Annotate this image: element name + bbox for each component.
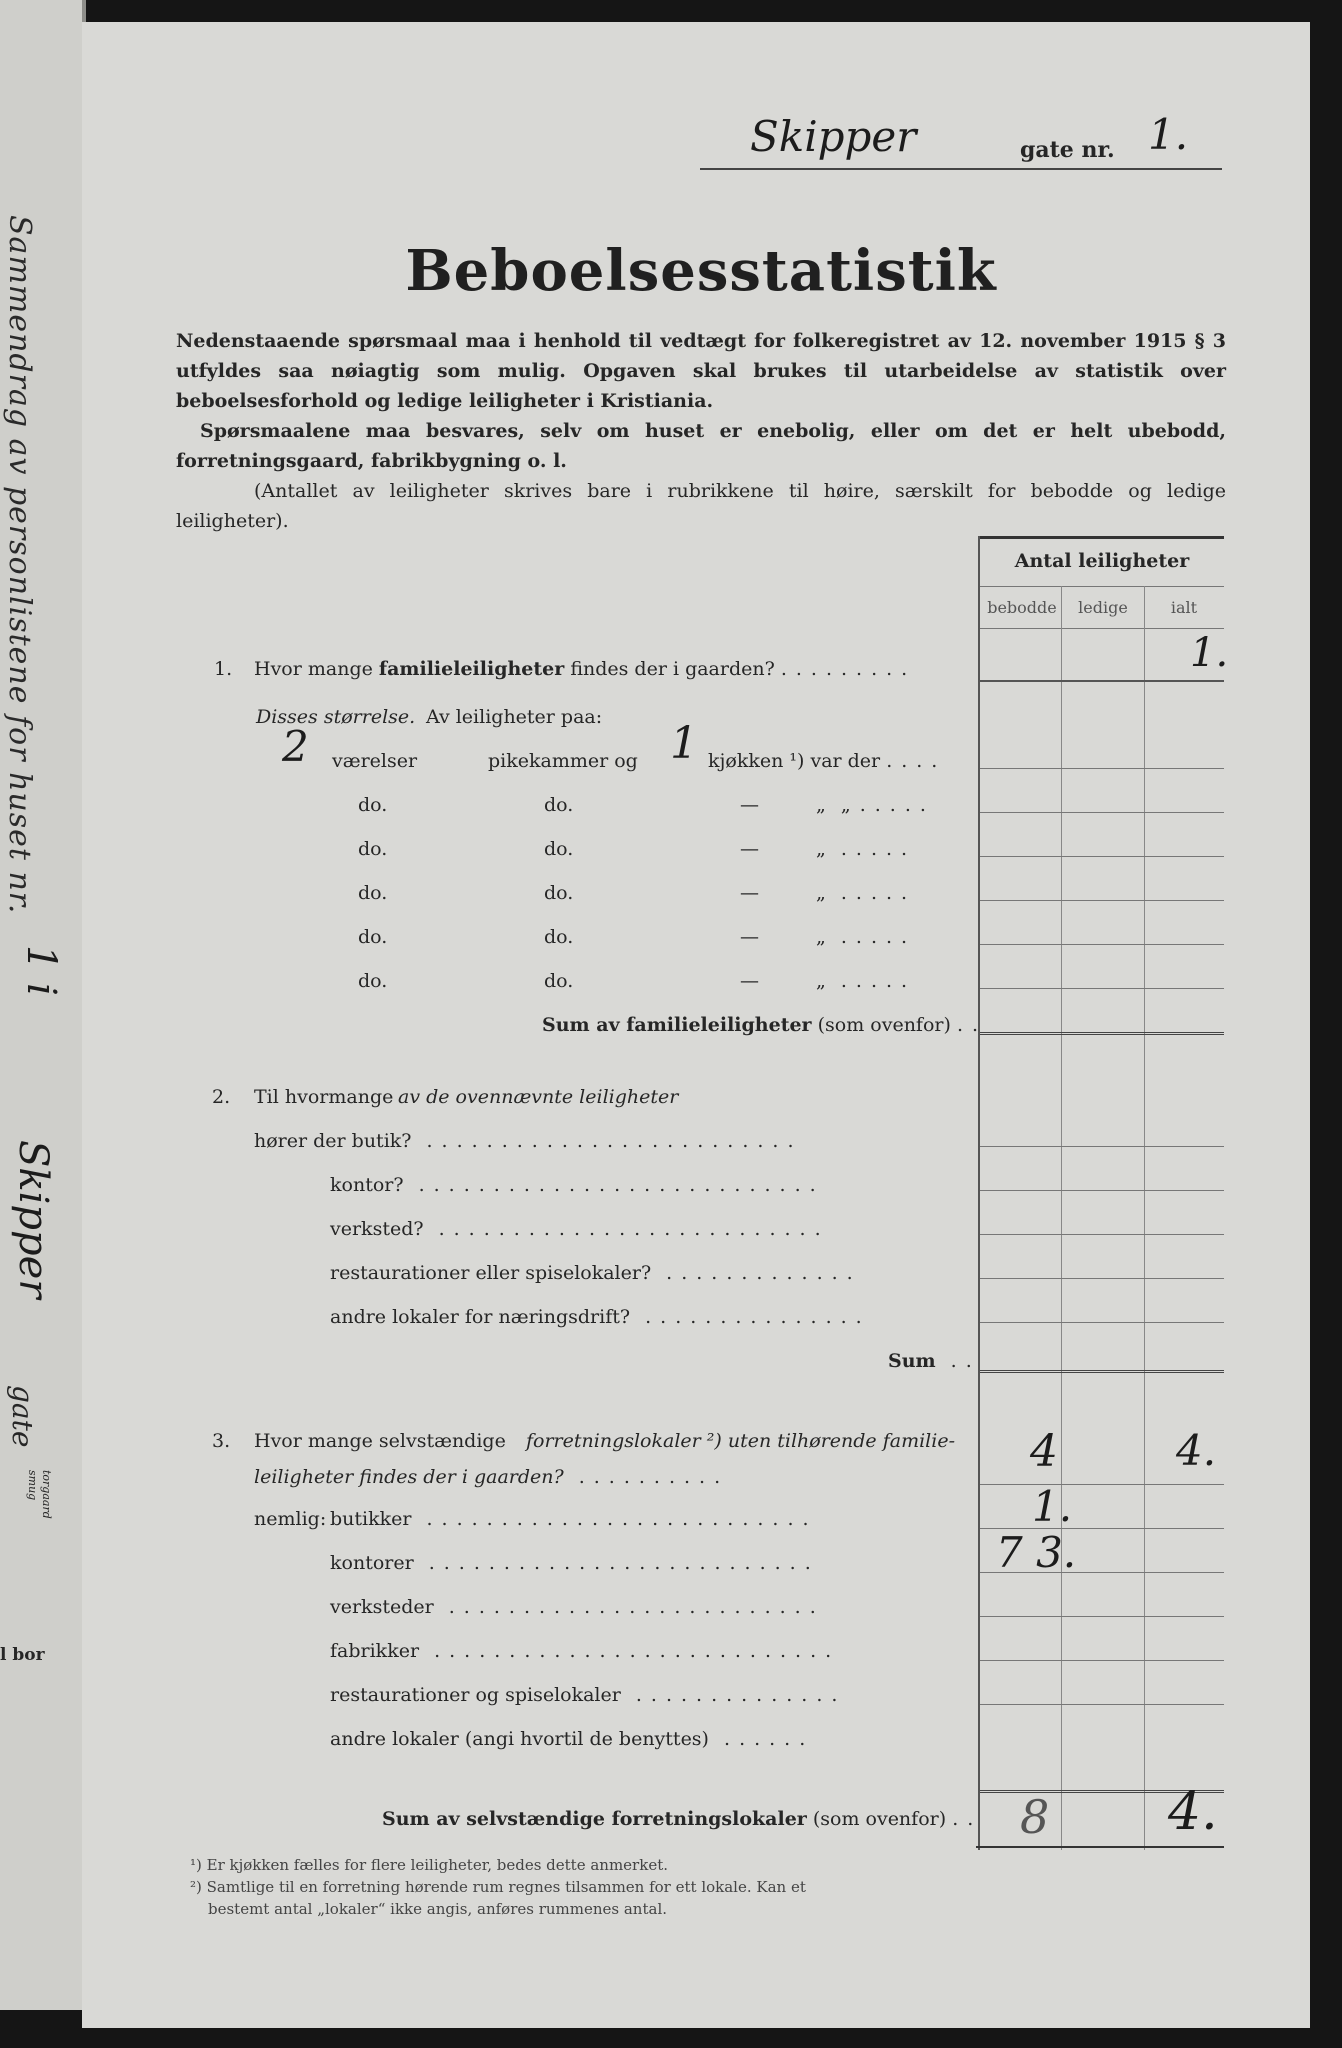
q1-ialt-value: 1.: [1190, 630, 1229, 676]
row-line: [980, 900, 1224, 901]
dash: —: [740, 926, 759, 948]
quote-dots: „ .....: [816, 926, 917, 948]
row-line: [980, 1704, 1224, 1705]
header-underline: [700, 168, 1222, 170]
do-label: do.: [544, 838, 574, 860]
quote-dots: „ .....: [816, 838, 917, 860]
q1-sum-suffix: (som ovenfor): [817, 1014, 951, 1036]
q2-text-b: av de ovennævnte leiligheter: [398, 1086, 679, 1108]
q1-size-label2: Av leiligheter paa:: [426, 706, 603, 728]
q1-rooms-handwritten: 2: [282, 722, 309, 771]
row-line: [980, 1616, 1224, 1617]
q1-size-label: Disses størrelse.: [256, 706, 416, 728]
sidebar-torgaard: torgaard: [40, 1470, 53, 1519]
q3-sum-suffix: (som ovenfor): [812, 1808, 947, 1830]
footnote-1: ¹) Er kjøkken fælles for flere leiligheter, bedes dette anmerket.: [190, 1856, 668, 1874]
q3-nemlig: nemlig:: [254, 1508, 327, 1530]
q1-pike-label: pikekammer og: [488, 750, 638, 772]
quote: „: [816, 794, 826, 816]
quote: „: [816, 970, 826, 992]
intro-paragraph-1: Nedenstaaende spørsmaal maa i henhold til vedtægt for folkeregistret av 12. november 1915 § 3 utfyldes saa nøiagtig som mulig. Opgaven skal brukes til utarbeidelse av statistik over beboelsesforhold og ledige leiligheter i Kristiania.: [176, 330, 1226, 412]
row-line: [980, 1484, 1224, 1485]
row-line: [980, 812, 1224, 813]
do-label: do.: [358, 970, 388, 992]
q3-bebodde-value: 4: [1030, 1426, 1058, 1477]
q1-number: 1.: [214, 658, 233, 680]
do-label: do.: [544, 882, 574, 904]
q3-andre: andre lokaler (angi hvortil de benyttes) ......: [330, 1728, 815, 1750]
table-header-title: Antal leiligheter: [1014, 550, 1190, 572]
table-header-divider: [980, 586, 1224, 587]
dash: —: [740, 882, 759, 904]
dash: —: [740, 794, 759, 816]
q3-sum-row: Sum av selvstændige forretningslokaler (som ovenfor) ..: [382, 1808, 983, 1830]
q2-text-a: Til hvormange: [254, 1086, 394, 1108]
footnote-3: bestemt antal „lokaler“ ikke angis, anføres rummenes antal.: [208, 1900, 668, 1918]
dash: —: [740, 838, 759, 860]
row-line: [980, 944, 1224, 945]
q3-restaurationer: restaurationer og spiselokaler ..............: [330, 1684, 847, 1706]
row-line: [980, 988, 1224, 989]
q3-kontorer-label: kontorer: [330, 1552, 414, 1574]
q2-kontor: kontor? ...........................: [330, 1174, 825, 1196]
col-ledige: ledige: [1078, 598, 1128, 617]
table-sub-divider: [980, 628, 1224, 629]
row-line: [980, 1278, 1224, 1279]
do-label: do.: [358, 926, 388, 948]
q3-fabrikker-label: fabrikker: [330, 1640, 420, 1662]
q1-kitchen-handwritten: 1: [670, 718, 698, 769]
q1-rooms-label: værelser: [332, 750, 418, 772]
q3-restaurationer-label: restaurationer og spiselokaler: [330, 1684, 621, 1706]
q3-text-c-row: leiligheter findes der i gaarden? ..........: [254, 1466, 730, 1488]
q2-restaurationer-label: restaurationer eller spiselokaler?: [330, 1262, 652, 1284]
intro-paragraph-3: (Antallet av leiligheter skrives bare i rubrikkene til høire, særskilt for bebodde og ledige leiligheter).: [176, 480, 1226, 532]
header-street-handwritten: Skipper: [750, 112, 917, 161]
q3-andre-label: andre lokaler (angi hvortil de benyttes): [330, 1728, 709, 1750]
q3-text-c: leiligheter findes der i gaarden?: [254, 1466, 564, 1488]
q2-sum: Sum ..: [888, 1350, 981, 1372]
q2-butik-label: hører der butik?: [254, 1130, 412, 1152]
q2-verksted: verksted? ..........................: [330, 1218, 830, 1240]
q2-verksted-label: verksted?: [330, 1218, 424, 1240]
q3-fabrikker: fabrikker ...........................: [330, 1640, 841, 1662]
row-line: [980, 1146, 1224, 1147]
quote: „: [816, 882, 826, 904]
row-line: [980, 1234, 1224, 1235]
q3-butikker: butikker ..........................: [330, 1508, 818, 1530]
q2-number: 2.: [212, 1086, 231, 1108]
quote-dots: „ .....: [816, 970, 917, 992]
q3-sum-bebodde: 8: [1020, 1790, 1050, 1844]
q2-butik: hører der butik? .........................: [254, 1130, 803, 1152]
row-line: [980, 1190, 1224, 1191]
col-ialt: ialt: [1170, 598, 1198, 617]
do-row: [358, 794, 387, 816]
do-label: do.: [544, 926, 574, 948]
gate-nr-value: 1.: [1148, 110, 1189, 159]
dash: —: [740, 970, 759, 992]
col-bebodde: bebodde: [987, 598, 1057, 617]
sidebar-bor: l bor: [0, 1645, 45, 1665]
gate-nr-label: gate nr.: [1020, 137, 1115, 163]
row-line: [980, 1322, 1224, 1323]
do-label: do.: [358, 838, 388, 860]
q3-text-b: forretningslokaler ²) uten tilhørende familie-: [526, 1430, 955, 1452]
q1-question: Hvor mange familieleiligheter findes der i gaarden? .........: [254, 658, 917, 680]
intro-paragraph-2: Spørsmaalene maa besvares, selv om huset er enebolig, eller om det er helt ubebodd, forretningsgaard, fabrikbygning o. l.: [176, 420, 1226, 472]
row-line: [980, 1660, 1224, 1661]
quote: „: [816, 926, 826, 948]
page-title: Beboelsesstatistik: [405, 238, 997, 304]
row-line: [980, 768, 1224, 769]
quote-dots: „ .....: [816, 882, 917, 904]
sidebar-gate: gate: [6, 1385, 39, 1448]
table-bottom-border: [976, 1846, 1224, 1848]
q2-kontor-label: kontor?: [330, 1174, 404, 1196]
sidebar-vertical-text: Sammendrag av personlistene for huset nr.: [2, 215, 37, 915]
do-label: do.: [358, 794, 388, 816]
q1-text-a: Hvor mange: [254, 658, 373, 680]
do-label: do.: [544, 794, 574, 816]
footnote-2: ²) Samtlige til en forretning hørende rum regnes tilsammen for ett lokale. Kan et: [190, 1878, 806, 1896]
q2-andre: andre lokaler for næringsdrift? ...............: [330, 1306, 871, 1328]
q1-sum-row: Sum av familieleiligheter (som ovenfor) ..: [542, 1014, 988, 1036]
sum-line: [980, 1370, 1224, 1373]
q3-verksteder-label: verksteder: [330, 1596, 434, 1618]
sidebar-smug: smug: [26, 1470, 39, 1501]
sidebar-house-number: 1 i: [18, 945, 64, 996]
sidebar-street-handwritten: Skipper: [10, 1140, 56, 1299]
do-label: do.: [358, 882, 388, 904]
q3-kontorer-value: 7 3.: [996, 1528, 1077, 1577]
q3-sum-label: Sum av selvstændige forretningslokaler: [382, 1808, 807, 1830]
q3-number: 3.: [212, 1430, 231, 1452]
sum-line: [980, 1032, 1224, 1035]
table-left-border: [978, 536, 980, 1850]
q1-kitchen-label: kjøkken ¹) var der ....: [708, 750, 947, 772]
row-line: [980, 856, 1224, 857]
row-line: [980, 680, 1224, 682]
q3-ialt-value: 4.: [1176, 1426, 1217, 1475]
q1-text-b: familieleiligheter: [378, 658, 565, 680]
q1-sum-label: Sum av familieleiligheter: [542, 1014, 812, 1036]
table-top-border: [980, 536, 1224, 539]
quote-dots: „ „.....: [816, 794, 935, 816]
q3-kontorer: kontorer ..........................: [330, 1552, 820, 1574]
quote: „: [816, 838, 826, 860]
do-label: do.: [544, 970, 574, 992]
q1-text-c: findes der i gaarden?: [570, 658, 775, 680]
q2-andre-label: andre lokaler for næringsdrift?: [330, 1306, 631, 1328]
q1-kitchen-text: kjøkken ¹) var der: [708, 750, 881, 772]
q2-sum-label: Sum: [888, 1350, 936, 1372]
q3-butikker-value: 1.: [1032, 1482, 1073, 1531]
q3-text-a: Hvor mange selvstændige: [254, 1430, 506, 1452]
q3-butikker-label: butikker: [330, 1508, 412, 1530]
q3-verksteder: verksteder .........................: [330, 1596, 825, 1618]
q2-restaurationer: restaurationer eller spiselokaler? .............: [330, 1262, 862, 1284]
q3-sum-ialt: 4.: [1168, 1782, 1218, 1842]
